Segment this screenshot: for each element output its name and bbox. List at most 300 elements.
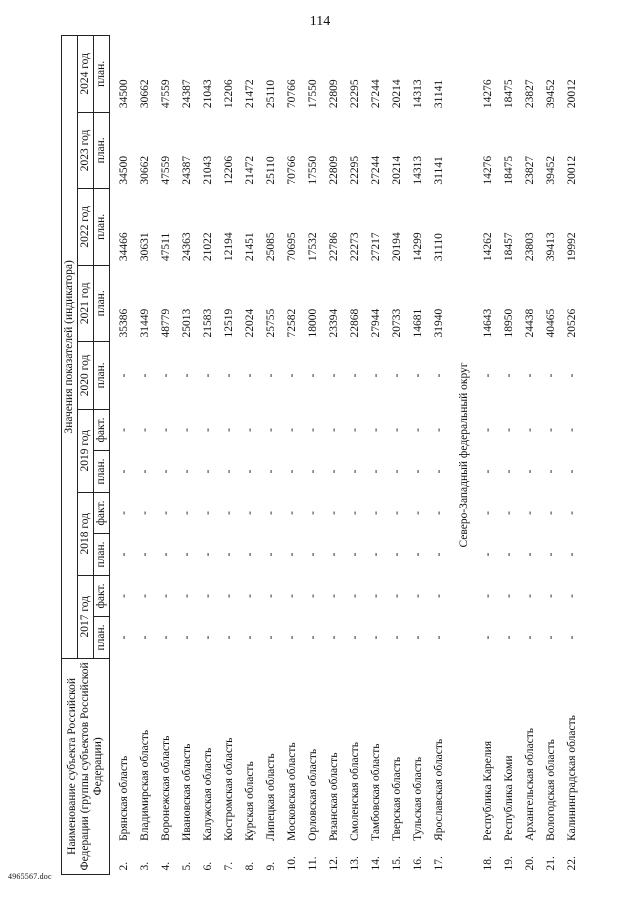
- value-2024: 31141: [433, 79, 445, 109]
- value-2021: 18950: [503, 308, 515, 338]
- empty-value: -: [391, 511, 403, 515]
- value-2024: 17550: [307, 79, 319, 109]
- empty-value: -: [139, 635, 151, 640]
- empty-value: -: [482, 511, 494, 515]
- empty-value: -: [286, 594, 298, 598]
- value-2021: 72582: [286, 308, 298, 338]
- empty-value: -: [412, 428, 424, 432]
- empty-value: -: [524, 635, 536, 640]
- empty-value: -: [349, 635, 361, 640]
- table-row: [156, 36, 177, 875]
- empty-value: -: [307, 511, 319, 515]
- header-fact: факт.: [94, 409, 110, 451]
- region-name: Ивановская область: [181, 743, 193, 841]
- value-2021: 20526: [566, 308, 578, 338]
- empty-value: -: [244, 635, 256, 640]
- region-name: Липецкая область: [265, 753, 277, 841]
- table-row: [114, 36, 135, 875]
- empty-value: -: [503, 469, 515, 474]
- header-plan: план.: [94, 617, 110, 659]
- empty-value: -: [286, 511, 298, 515]
- empty-value: -: [286, 373, 298, 378]
- empty-value: -: [265, 511, 277, 515]
- value-2021: 25013: [181, 308, 193, 338]
- value-2024: 27244: [370, 79, 382, 109]
- value-2023: 18475: [503, 155, 515, 185]
- value-2021: 31940: [433, 308, 445, 338]
- value-2023: 22809: [328, 155, 340, 185]
- table-row: [282, 36, 303, 875]
- empty-value: -: [223, 428, 235, 432]
- empty-value: -: [265, 635, 277, 640]
- value-2023: 70766: [286, 155, 298, 185]
- row-number: 19.: [503, 856, 515, 871]
- value-2021: 24438: [524, 308, 536, 338]
- value-2023: 25110: [265, 156, 277, 185]
- table-body: [110, 36, 584, 875]
- empty-value: -: [244, 511, 256, 515]
- row-number: 15.: [391, 856, 403, 871]
- row-number: 3.: [139, 861, 151, 871]
- empty-value: -: [433, 428, 445, 432]
- row-number: 4.: [160, 861, 172, 871]
- value-2022: 19992: [566, 232, 578, 262]
- empty-value: -: [349, 469, 361, 474]
- empty-value: -: [433, 594, 445, 598]
- value-2024: 39452: [545, 79, 557, 109]
- empty-value: -: [139, 428, 151, 432]
- empty-value: -: [265, 594, 277, 598]
- empty-value: -: [181, 594, 193, 598]
- empty-value: -: [139, 594, 151, 598]
- empty-value: -: [244, 373, 256, 378]
- table-row: [408, 36, 429, 875]
- region-name: Тульская область: [412, 756, 424, 841]
- region-name: Калужская область: [202, 747, 214, 841]
- row-number: 12.: [328, 856, 340, 871]
- table-row: [429, 36, 450, 875]
- value-2024: 20012: [566, 79, 578, 109]
- empty-value: -: [545, 469, 557, 474]
- empty-value: -: [349, 373, 361, 378]
- row-number: 8.: [244, 861, 256, 871]
- empty-value: -: [307, 428, 319, 432]
- value-2023: 21043: [202, 155, 214, 185]
- empty-value: -: [349, 511, 361, 515]
- empty-value: -: [566, 635, 578, 640]
- region-name: Владимирская область: [139, 729, 151, 841]
- value-2022: 20194: [391, 232, 403, 262]
- value-2022: 39413: [545, 232, 557, 262]
- value-2022: 24363: [181, 232, 193, 262]
- empty-value: -: [181, 552, 193, 557]
- empty-value: -: [118, 635, 130, 640]
- indicators-table: [61, 35, 583, 875]
- table-row: [219, 36, 240, 875]
- empty-value: -: [524, 373, 536, 378]
- row-number: 11.: [307, 856, 319, 871]
- header-year: 2024 год: [78, 36, 94, 113]
- header-year: 2020 год: [78, 342, 94, 410]
- empty-value: -: [328, 511, 340, 515]
- table-row: [478, 36, 499, 875]
- header-plan: план.: [94, 189, 110, 265]
- region-name: Смоленская область: [349, 742, 361, 841]
- value-2022: 31110: [433, 233, 445, 262]
- header-plan: план.: [94, 342, 110, 410]
- value-2021: 14681: [412, 308, 424, 338]
- empty-value: -: [202, 373, 214, 378]
- empty-value: -: [503, 428, 515, 432]
- row-number: 17.: [433, 856, 445, 871]
- empty-value: -: [482, 594, 494, 598]
- value-2021: 35386: [118, 308, 130, 338]
- empty-value: -: [433, 635, 445, 640]
- empty-value: -: [286, 552, 298, 557]
- value-2024: 25110: [265, 79, 277, 109]
- value-2024: 14313: [412, 79, 424, 109]
- empty-value: -: [223, 594, 235, 598]
- value-2024: 23827: [524, 79, 536, 109]
- empty-value: -: [307, 635, 319, 640]
- row-number: 2.: [118, 861, 130, 871]
- value-2024: 30662: [139, 79, 151, 109]
- value-2023: 20214: [391, 155, 403, 185]
- region-name: Брянская область: [118, 755, 130, 841]
- header-plan: план.: [94, 534, 110, 576]
- empty-value: -: [524, 594, 536, 598]
- empty-value: -: [328, 428, 340, 432]
- empty-value: -: [545, 594, 557, 598]
- empty-value: -: [181, 428, 193, 432]
- header-year: 2022 год: [78, 189, 94, 265]
- empty-value: -: [286, 428, 298, 432]
- page-number: 114: [309, 14, 331, 29]
- region-name: Республика Коми: [503, 755, 515, 841]
- empty-value: -: [482, 469, 494, 474]
- value-2023: 21472: [244, 155, 256, 185]
- empty-value: -: [370, 635, 382, 640]
- empty-value: -: [524, 552, 536, 557]
- empty-value: -: [524, 428, 536, 432]
- empty-value: -: [139, 552, 151, 557]
- empty-value: -: [566, 469, 578, 474]
- value-2022: 18457: [503, 232, 515, 262]
- table-row: [562, 36, 583, 875]
- value-2021: 27944: [370, 308, 382, 338]
- value-2022: 30631: [139, 232, 151, 262]
- empty-value: -: [545, 552, 557, 557]
- row-number: 7.: [223, 861, 235, 871]
- value-2022: 70695: [286, 232, 298, 262]
- empty-value: -: [566, 428, 578, 432]
- empty-value: -: [307, 552, 319, 557]
- header-year: 2021 год: [78, 265, 94, 341]
- header-fact: факт.: [94, 492, 110, 534]
- empty-value: -: [349, 594, 361, 598]
- empty-value: -: [244, 469, 256, 474]
- region-name: Курская область: [244, 761, 256, 841]
- empty-value: -: [328, 373, 340, 378]
- row-number: 9.: [265, 861, 277, 871]
- value-2021: 18000: [307, 308, 319, 338]
- table-row: [240, 36, 261, 875]
- value-2021: 25755: [265, 308, 277, 338]
- empty-value: -: [482, 428, 494, 432]
- value-2022: 25085: [265, 232, 277, 262]
- empty-value: -: [139, 469, 151, 474]
- header-year: 2018 год: [78, 492, 94, 575]
- empty-value: -: [370, 373, 382, 378]
- value-2023: 23827: [524, 155, 536, 185]
- empty-value: -: [566, 373, 578, 378]
- district-name: Северо-Западный федеральный округ: [458, 362, 470, 548]
- header-plan: план.: [94, 112, 110, 188]
- empty-value: -: [160, 594, 172, 598]
- value-2023: 24387: [181, 155, 193, 185]
- table-row: [345, 36, 366, 875]
- empty-value: -: [160, 373, 172, 378]
- empty-value: -: [545, 373, 557, 378]
- value-2023: 17550: [307, 155, 319, 185]
- footer-filename: 4965567.doc: [8, 872, 52, 881]
- value-2024: 14276: [482, 79, 494, 109]
- empty-value: -: [160, 469, 172, 474]
- header-plan: план.: [94, 265, 110, 341]
- row-number: 20.: [524, 856, 536, 871]
- empty-value: -: [412, 594, 424, 598]
- empty-value: -: [545, 511, 557, 515]
- empty-value: -: [349, 552, 361, 557]
- header-plan: план.: [94, 36, 110, 113]
- empty-value: -: [524, 511, 536, 515]
- empty-value: -: [328, 594, 340, 598]
- value-2023: 47559: [160, 155, 172, 185]
- empty-value: -: [545, 635, 557, 640]
- empty-value: -: [433, 373, 445, 378]
- value-2022: 22786: [328, 232, 340, 262]
- empty-value: -: [412, 635, 424, 640]
- table-row: [499, 36, 520, 875]
- table-row: [177, 36, 198, 875]
- value-2022: 34466: [118, 232, 130, 262]
- empty-value: -: [181, 635, 193, 640]
- region-name: Костромская область: [223, 737, 235, 841]
- row-number: 6.: [202, 861, 214, 871]
- value-2024: 22295: [349, 79, 361, 109]
- value-2024: 21472: [244, 79, 256, 109]
- value-2021: 40465: [545, 308, 557, 338]
- empty-value: -: [503, 511, 515, 515]
- region-name: Московская область: [286, 742, 298, 841]
- value-2022: 21451: [244, 232, 256, 262]
- empty-value: -: [181, 511, 193, 515]
- value-2024: 47559: [160, 79, 172, 109]
- empty-value: -: [244, 594, 256, 598]
- empty-value: -: [118, 428, 130, 432]
- value-2021: 23394: [328, 308, 340, 338]
- value-2021: 14643: [482, 308, 494, 338]
- value-2022: 21022: [202, 232, 214, 262]
- value-2023: 30662: [139, 155, 151, 185]
- value-2021: 20733: [391, 308, 403, 338]
- empty-value: -: [370, 594, 382, 598]
- value-2021: 12519: [223, 308, 235, 338]
- value-2022: 14299: [412, 232, 424, 262]
- rotated-table-container: [61, 35, 611, 875]
- header-region: Наименование субъекта Российской Федерации (группы субъектов Российской Федерации): [62, 658, 110, 874]
- empty-value: -: [160, 552, 172, 557]
- empty-value: -: [160, 428, 172, 432]
- empty-value: -: [265, 552, 277, 557]
- value-2022: 23803: [524, 232, 536, 262]
- empty-value: -: [139, 511, 151, 515]
- table-row: [541, 36, 562, 875]
- value-2023: 39452: [545, 155, 557, 185]
- value-2024: 20214: [391, 79, 403, 109]
- row-number: 21.: [545, 856, 557, 871]
- empty-value: -: [181, 373, 193, 378]
- table-row: [303, 36, 324, 875]
- table-row: [366, 36, 387, 875]
- empty-value: -: [482, 552, 494, 557]
- empty-value: -: [370, 552, 382, 557]
- empty-value: -: [160, 511, 172, 515]
- empty-value: -: [307, 373, 319, 378]
- value-2023: 20012: [566, 155, 578, 185]
- row-number: 22.: [566, 856, 578, 871]
- value-2023: 27244: [370, 155, 382, 185]
- empty-value: -: [202, 511, 214, 515]
- header-fact: факт.: [94, 575, 110, 617]
- table-row: [198, 36, 219, 875]
- empty-value: -: [328, 469, 340, 474]
- value-2022: 27217: [370, 232, 382, 262]
- region-name: Ярославская область: [433, 738, 445, 841]
- empty-value: -: [503, 594, 515, 598]
- value-2024: 70766: [286, 79, 298, 109]
- value-2024: 21043: [202, 79, 214, 109]
- empty-value: -: [244, 552, 256, 557]
- empty-value: -: [202, 635, 214, 640]
- empty-value: -: [139, 373, 151, 378]
- empty-value: -: [223, 373, 235, 378]
- region-name: Тамбовская область: [370, 743, 382, 841]
- empty-value: -: [307, 469, 319, 474]
- row-number: 18.: [482, 856, 494, 871]
- value-2023: 34500: [118, 155, 130, 185]
- empty-value: -: [524, 469, 536, 474]
- empty-value: -: [566, 511, 578, 515]
- value-2021: 22868: [349, 308, 361, 338]
- empty-value: -: [482, 373, 494, 378]
- empty-value: -: [566, 594, 578, 598]
- empty-value: -: [545, 428, 557, 432]
- table-row: [135, 36, 156, 875]
- empty-value: -: [391, 373, 403, 378]
- header-plan: план.: [94, 451, 110, 493]
- empty-value: -: [118, 373, 130, 378]
- empty-value: -: [412, 552, 424, 557]
- empty-value: -: [566, 552, 578, 557]
- empty-value: -: [265, 428, 277, 432]
- empty-value: -: [433, 511, 445, 515]
- empty-value: -: [265, 469, 277, 474]
- empty-value: -: [391, 469, 403, 474]
- empty-value: -: [391, 552, 403, 557]
- header-year: 2017 год: [78, 575, 94, 658]
- value-2024: 12206: [223, 79, 235, 109]
- value-2024: 34500: [118, 79, 130, 109]
- empty-value: -: [118, 594, 130, 598]
- row-number: 14.: [370, 856, 382, 871]
- value-2023: 14276: [482, 155, 494, 185]
- value-2021: 22024: [244, 308, 256, 338]
- region-name: Рязанская область: [328, 752, 340, 841]
- empty-value: -: [412, 469, 424, 474]
- empty-value: -: [328, 635, 340, 640]
- empty-value: -: [370, 511, 382, 515]
- value-2022: 47511: [160, 232, 172, 262]
- empty-value: -: [433, 552, 445, 557]
- empty-value: -: [349, 428, 361, 432]
- empty-value: -: [503, 635, 515, 640]
- empty-value: -: [118, 552, 130, 557]
- value-2023: 14313: [412, 155, 424, 185]
- empty-value: -: [202, 469, 214, 474]
- empty-value: -: [307, 594, 319, 598]
- empty-value: -: [391, 428, 403, 432]
- value-2022: 12194: [223, 232, 235, 262]
- empty-value: -: [244, 428, 256, 432]
- value-2024: 22809: [328, 79, 340, 109]
- empty-value: -: [223, 469, 235, 474]
- empty-value: -: [370, 469, 382, 474]
- empty-value: -: [482, 635, 494, 640]
- header-indicators: Значения показателей (индикатора): [62, 36, 78, 659]
- row-number: 10.: [286, 856, 298, 871]
- region-name: Вологодская область: [545, 739, 557, 841]
- header-year: 2023 год: [78, 112, 94, 188]
- empty-value: -: [181, 469, 193, 474]
- table-row: [261, 36, 282, 875]
- empty-value: -: [223, 635, 235, 640]
- empty-value: -: [202, 428, 214, 432]
- empty-value: -: [223, 552, 235, 557]
- row-number: 16.: [412, 856, 424, 871]
- table-row: [324, 36, 345, 875]
- region-name: Республика Карелия: [482, 740, 494, 841]
- region-name: Калининградская область: [566, 715, 578, 841]
- region-name: Тверская область: [391, 756, 403, 841]
- empty-value: -: [286, 635, 298, 640]
- table-row: [520, 36, 541, 875]
- value-2024: 24387: [181, 79, 193, 109]
- value-2023: 22295: [349, 155, 361, 185]
- empty-value: -: [286, 469, 298, 474]
- value-2022: 14262: [482, 232, 494, 262]
- empty-value: -: [412, 511, 424, 515]
- region-name: Воронежская область: [160, 735, 172, 841]
- value-2022: 22273: [349, 232, 361, 262]
- empty-value: -: [118, 469, 130, 474]
- empty-value: -: [160, 635, 172, 640]
- empty-value: -: [118, 511, 130, 515]
- empty-value: -: [265, 373, 277, 378]
- value-2021: 21583: [202, 308, 214, 338]
- table-row: [387, 36, 408, 875]
- empty-value: -: [503, 373, 515, 378]
